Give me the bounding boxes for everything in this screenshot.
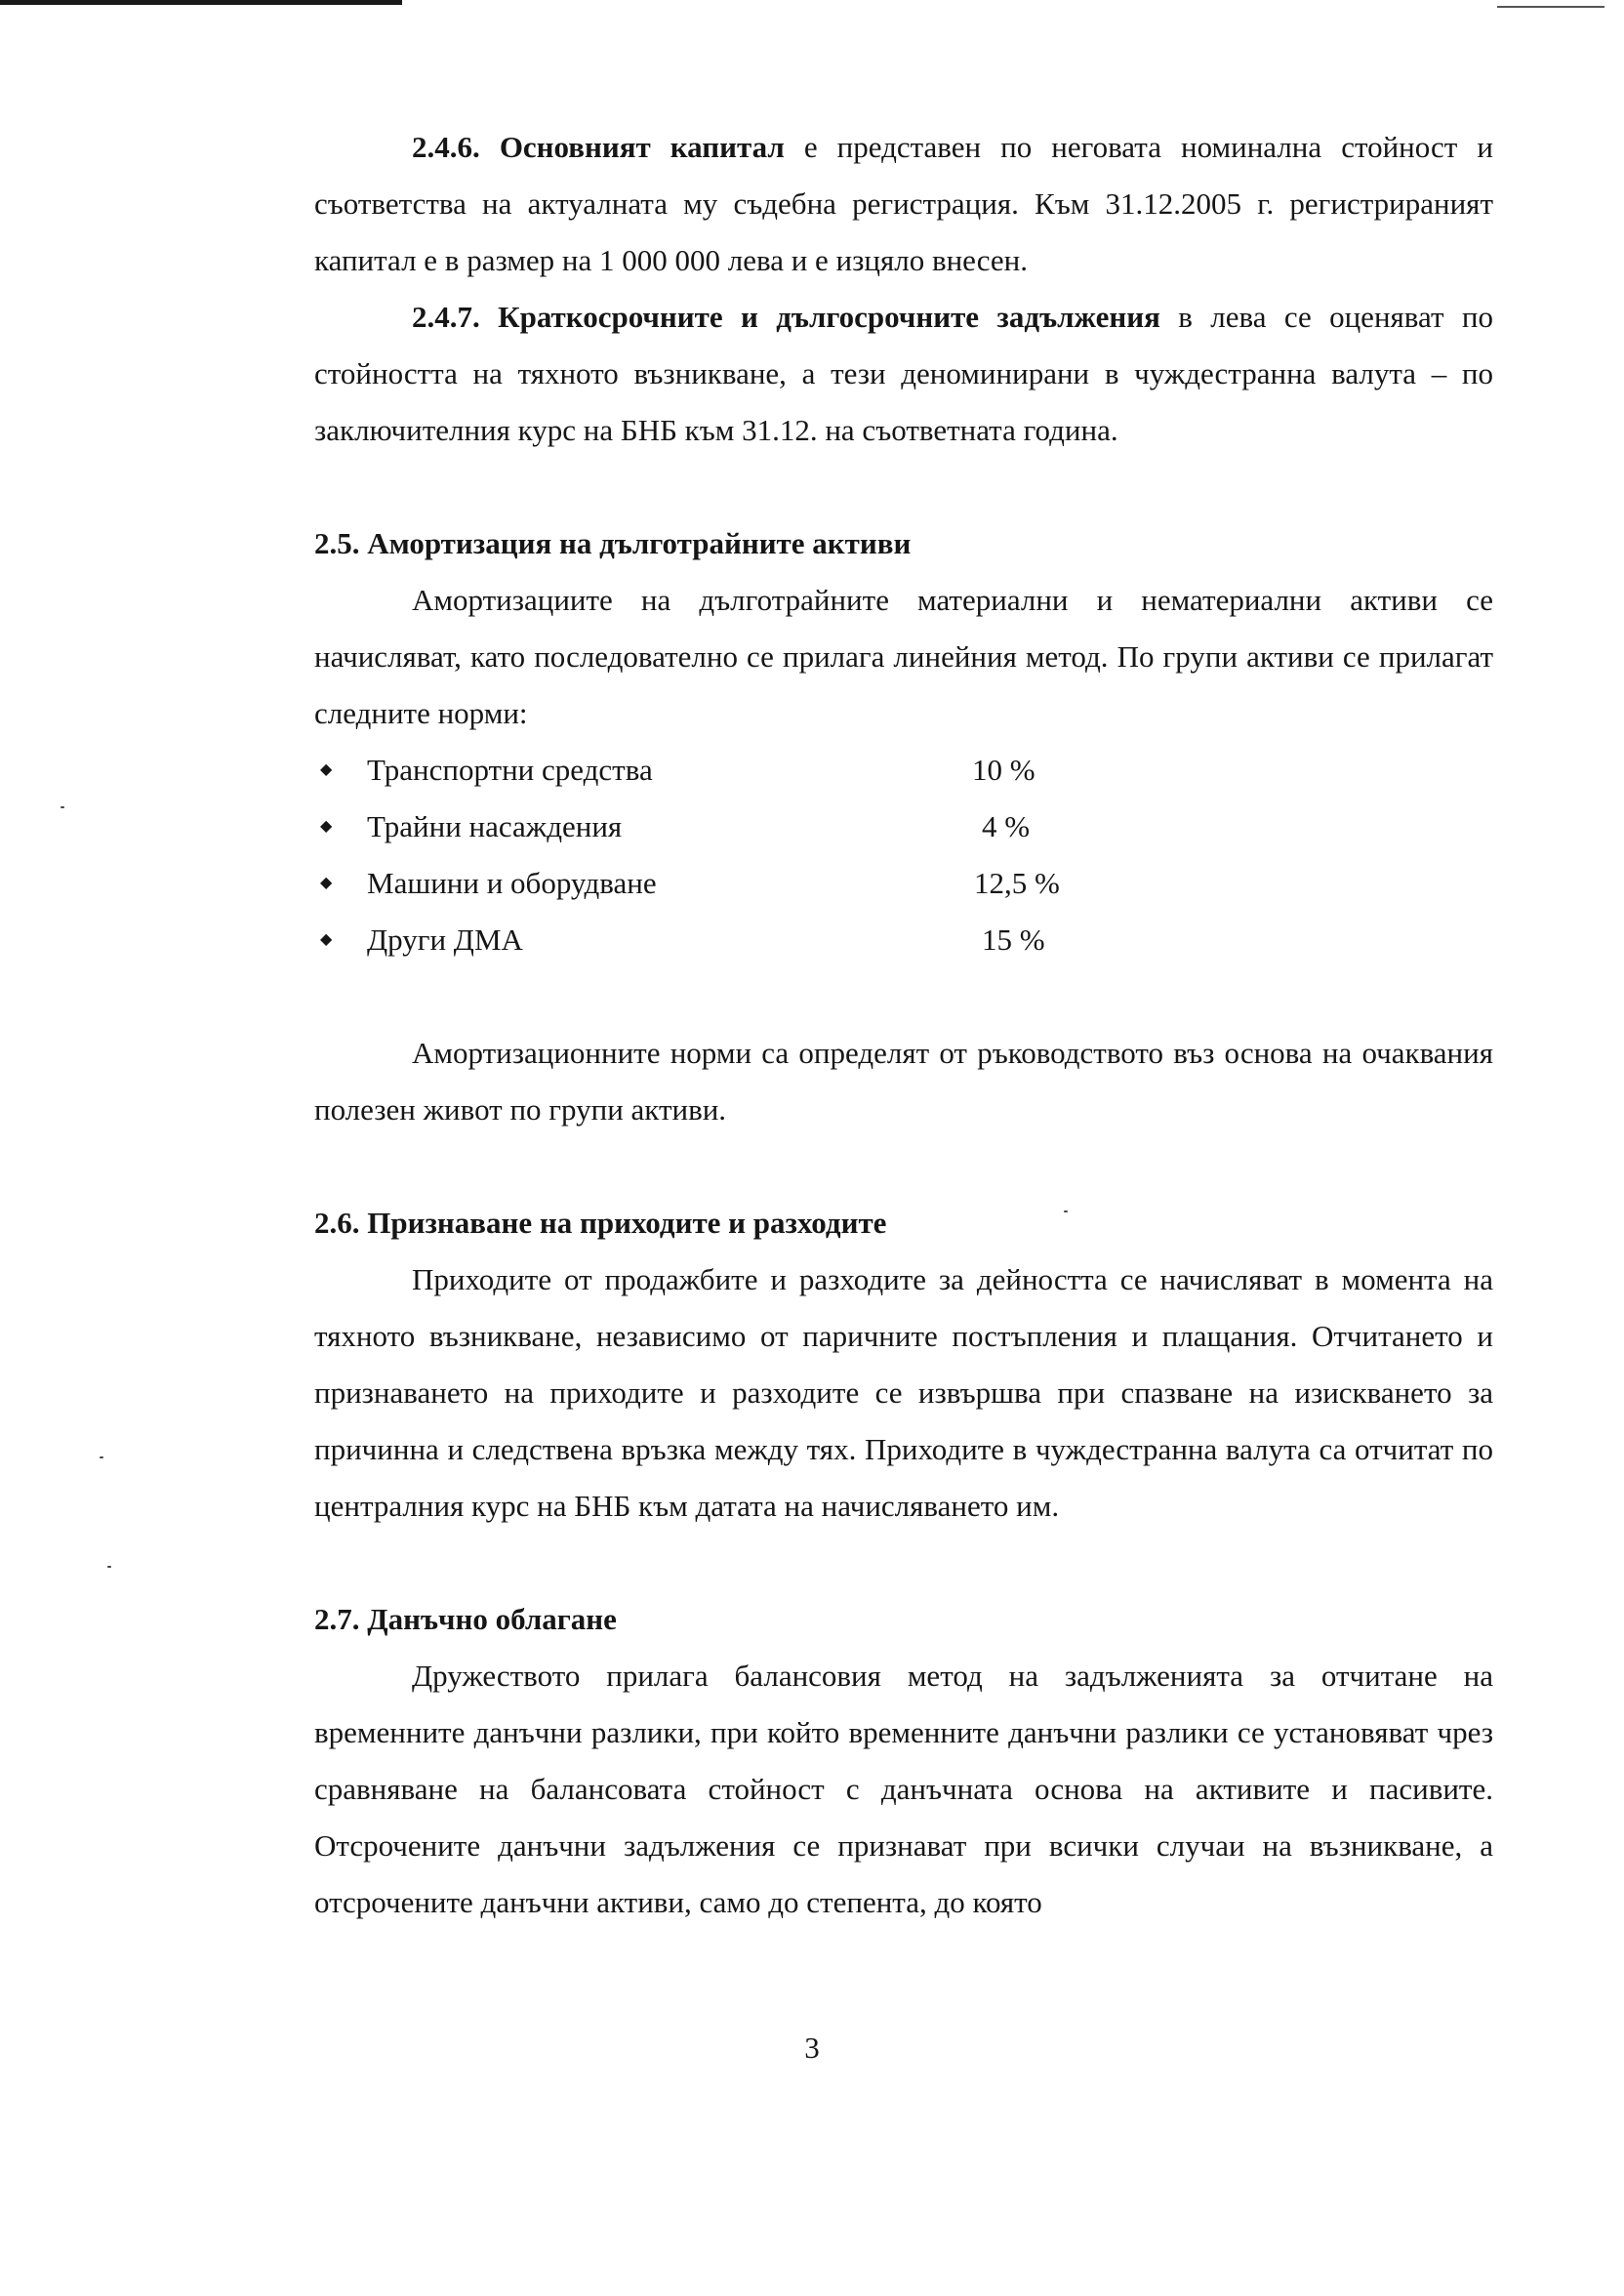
scan-speck bbox=[61, 806, 64, 808]
section-2-6-text: Приходите от продажбите и разходите за дейността се начисляват в момента на тяхното възникване, независимо от паричните постъпления и плащания. Отчитането и признаването на приходите и разходите се извършва при спазване на изискването за причинна и следствена връзка между тях. Приходите в чуждестранна валута са отчитат по централния курс на БНБ към датата на начисляването им. bbox=[314, 1262, 1493, 1523]
spacer bbox=[314, 968, 1493, 1025]
section-heading-2-6: 2.6. Признаване на приходите и разходите bbox=[314, 1206, 887, 1240]
list-item bbox=[314, 855, 1493, 912]
paragraph-text: е представен по неговата номинална стойност и съответства на актуалната му съдебна регистрация. Към 31.12.2005 г. регистрираният капитал е в размер на 1 000 000 лева и е изцяло внесен. bbox=[314, 130, 1493, 277]
section-2-5-closing: Амортизационните норми са определят от ръководството въз основа на очаквания полезен живот по групи активи. bbox=[314, 1036, 1493, 1127]
diamond-bullet-icon: ◆ bbox=[320, 875, 333, 891]
scan-speck bbox=[107, 1566, 111, 1568]
list-item bbox=[314, 912, 1493, 968]
page-number: 3 bbox=[804, 2030, 820, 2065]
scan-speck bbox=[100, 1456, 103, 1458]
section-2-4-6 bbox=[314, 119, 1493, 289]
bold-term: Краткосрочните и дългосрочните задължения bbox=[498, 300, 1160, 334]
norm-value: 4 % bbox=[982, 809, 1031, 843]
norm-name: Трайни насаждения bbox=[367, 809, 623, 843]
spacer bbox=[314, 1138, 1493, 1195]
norm-value: 15 % bbox=[982, 922, 1045, 957]
section-2-7-text: Дружеството прилага балансовия метод на задълженията за отчитане на временните данъчни разлики, при който временните данъчни разлики се установяват чрез сравняване на балансовата стойност с данъчната основа на активите и пасивите. Отсрочените данъчни задължения се признават при всички случаи на възникване, а отсрочените данъчни активи, само до степента, до която bbox=[314, 1659, 1493, 1919]
section-number: 2.4.7. bbox=[412, 300, 480, 334]
section-number: 2.4.6. bbox=[412, 130, 480, 164]
section-2-5-intro: Амортизациите на дълготрайните материални и нематериални активи се начисляват, като последователно се прилага линейния метод. По групи активи се прилагат следните норми: bbox=[314, 583, 1493, 730]
spacer bbox=[314, 459, 1493, 515]
list-item bbox=[314, 742, 1493, 799]
diamond-bullet-icon: ◆ bbox=[320, 761, 333, 778]
diamond-bullet-icon: ◆ bbox=[320, 931, 333, 948]
norm-name: Други ДМА bbox=[367, 922, 523, 957]
section-heading-2-5: 2.5. Амортизация на дълготрайните активи bbox=[314, 526, 912, 560]
section-2-4-7 bbox=[314, 289, 1493, 459]
norm-name: Машини и оборудване bbox=[367, 866, 657, 900]
scan-edge-mark bbox=[1497, 6, 1604, 8]
diamond-bullet-icon: ◆ bbox=[320, 818, 333, 835]
section-heading-2-7: 2.7. Данъчно облагане bbox=[314, 1602, 617, 1636]
depreciation-norms-list bbox=[314, 742, 1493, 968]
norm-value: 10 % bbox=[972, 753, 1035, 787]
norm-value: 12,5 % bbox=[974, 866, 1060, 900]
paragraph-text: в лева се оценяват по стойността на тяхното възникване, а тези деноминирани в чуждестранна валута – по заключителния курс на БНБ към 31.12. на съответната година. bbox=[314, 300, 1493, 447]
scan-edge-mark bbox=[0, 0, 402, 5]
document-body bbox=[314, 119, 1493, 1931]
norm-name: Транспортни средства bbox=[367, 753, 653, 787]
list-item bbox=[314, 799, 1493, 855]
bold-term: Основният капитал bbox=[499, 130, 785, 164]
spacer bbox=[314, 1535, 1493, 1591]
